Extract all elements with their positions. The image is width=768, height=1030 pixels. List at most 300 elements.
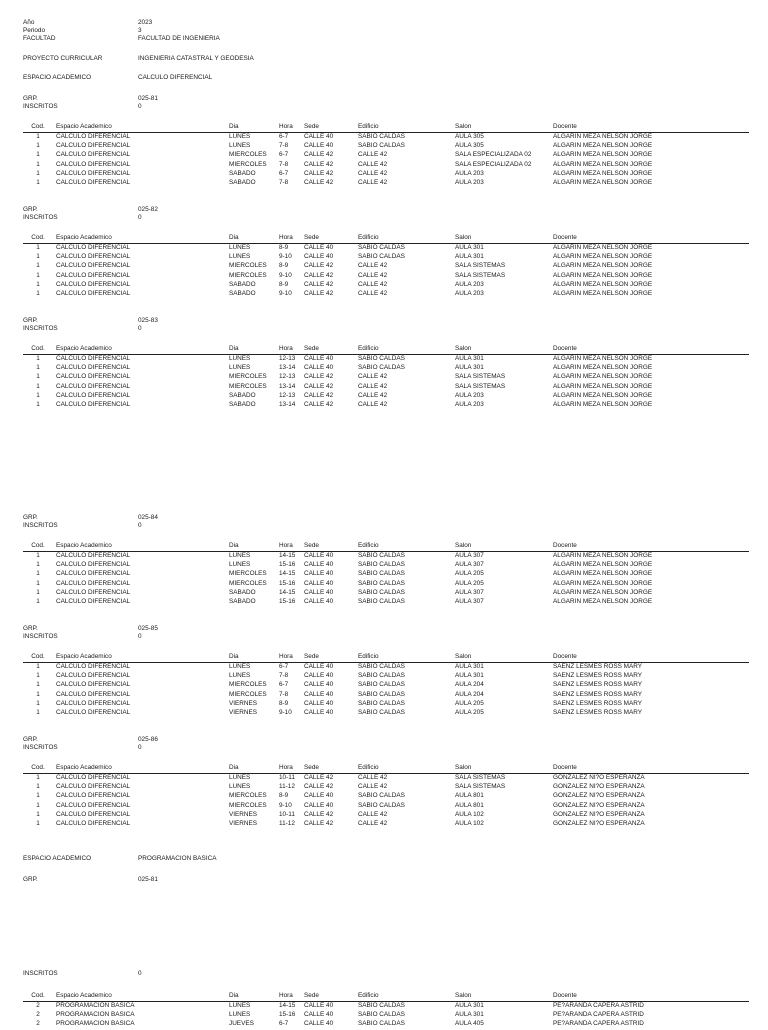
inscritos-value-2: 0: [138, 970, 142, 977]
grp-label-2: GRP.: [23, 876, 38, 883]
cell-edificio: SABIO CALDAS: [358, 672, 405, 680]
cell-cod: 1: [36, 709, 40, 716]
cell-docente: ALGARIN MEZA NELSON JORGE: [553, 570, 653, 578]
cell-docente: ALGARIN MEZA NELSON JORGE: [553, 382, 653, 390]
cell-edificio: SABIO CALDAS: [358, 709, 405, 716]
cell-dia: SABADO: [229, 391, 256, 399]
cell-edificio: CALLE 42: [358, 262, 388, 270]
column-header-espacio: Espacio Academico: [56, 345, 112, 352]
cell-docente: ALGARIN MEZA NELSON JORGE: [553, 151, 653, 159]
facultad-value: FACULTAD DE INGENIERIA: [138, 35, 220, 42]
cell-espacio: CALCULO DIFERENCIAL: [56, 588, 131, 596]
column-header-hora: Hora: [279, 123, 293, 130]
cell-hora: 15-16: [279, 598, 296, 605]
espacio-value: CALCULO DIFERENCIAL: [138, 74, 213, 81]
cell-espacio: CALCULO DIFERENCIAL: [56, 792, 131, 800]
column-header-salon: Salon: [455, 234, 472, 241]
cell-dia: LUNES: [229, 355, 251, 362]
cell-espacio: CALCULO DIFERENCIAL: [56, 142, 131, 150]
cell-espacio: CALCULO DIFERENCIAL: [56, 391, 131, 399]
cell-hora: 14-15: [279, 1002, 296, 1009]
cell-edificio: CALLE 42: [358, 382, 388, 390]
cell-hora: 7-8: [279, 142, 289, 150]
cell-cod: 1: [36, 355, 40, 362]
cell-espacio: PROGRAMACION BASICA: [56, 1011, 135, 1019]
cell-docente: SAENZ LESMES ROSS MARY: [553, 663, 643, 670]
cell-cod: 1: [36, 774, 40, 781]
cell-sede: CALLE 40: [304, 552, 334, 559]
inscritos-label: INSCRITOS: [23, 325, 58, 332]
cell-salon: SALA SISTEMAS: [455, 262, 506, 270]
cell-dia: LUNES: [229, 244, 251, 251]
proyecto-value: INGENIERIA CATASTRAL Y GEODESIA: [138, 55, 254, 62]
cell-edificio: CALLE 42: [358, 179, 388, 186]
cell-docente: SAENZ LESMES ROSS MARY: [553, 699, 643, 707]
cell-dia: MIERCOLES: [229, 579, 267, 587]
cell-dia: MIERCOLES: [229, 801, 267, 809]
cell-docente: ALGARIN MEZA NELSON JORGE: [553, 253, 653, 261]
column-header-edificio: Edificio: [358, 992, 379, 999]
anio-label: Año: [23, 19, 35, 26]
column-header-cod: Cod.: [31, 764, 45, 771]
cell-hora: 12-13: [279, 391, 296, 399]
cell-docente: ALGARIN MEZA NELSON JORGE: [553, 280, 653, 288]
cell-edificio: SABIO CALDAS: [358, 552, 405, 559]
column-header-docente: Docente: [553, 345, 577, 352]
column-header-docente: Docente: [553, 992, 577, 999]
cell-dia: SABADO: [229, 290, 256, 297]
cell-salon: AULA 301: [455, 672, 484, 680]
grp-field: [23, 737, 723, 745]
cell-espacio: CALCULO DIFERENCIAL: [56, 179, 131, 186]
cell-edificio: SABIO CALDAS: [358, 792, 405, 800]
cell-edificio: CALLE 42: [358, 280, 388, 288]
cell-cod: 1: [36, 280, 40, 288]
cell-espacio: CALCULO DIFERENCIAL: [56, 253, 131, 261]
cell-edificio: SABIO CALDAS: [358, 570, 405, 578]
cell-edificio: SABIO CALDAS: [358, 588, 405, 596]
inscritos-field: [23, 215, 723, 223]
cell-edificio: SABIO CALDAS: [358, 142, 405, 150]
column-header-salon: Salon: [455, 764, 472, 771]
table-header: [23, 346, 749, 353]
cell-cod: 2: [36, 1011, 40, 1019]
cell-docente: SAENZ LESMES ROSS MARY: [553, 681, 643, 689]
grp-field-2: [23, 877, 723, 887]
table-row: [23, 180, 749, 189]
inscritos-label: INSCRITOS: [23, 103, 58, 110]
column-header-espacio: Espacio Academico: [56, 992, 112, 999]
table-row: [23, 291, 749, 300]
cell-docente: GONZALEZ NI?O ESPERANZA: [553, 810, 645, 818]
cell-salon: AULA 102: [455, 820, 484, 827]
inscritos-field: [23, 104, 723, 112]
cell-cod: 1: [36, 151, 40, 159]
cell-docente: ALGARIN MEZA NELSON JORGE: [553, 290, 653, 297]
column-header-docente: Docente: [553, 542, 577, 549]
grp-field: [23, 318, 723, 326]
cell-hora: 11-12: [279, 783, 295, 791]
column-header-espacio: Espacio Academico: [56, 123, 112, 130]
cell-dia: SABADO: [229, 598, 256, 605]
cell-salon: AULA 204: [455, 690, 484, 698]
column-header-docente: Docente: [553, 234, 577, 241]
cell-docente: ALGARIN MEZA NELSON JORGE: [553, 401, 653, 408]
table-header: [23, 124, 749, 131]
cell-hora: 7-8: [279, 160, 289, 168]
column-header-espacio: Espacio Academico: [56, 764, 112, 771]
cell-docente: ALGARIN MEZA NELSON JORGE: [553, 561, 653, 569]
grp-field: [23, 207, 723, 215]
cell-docente: PE?ARANDA CAPERA ASTRID: [553, 1011, 644, 1019]
cell-cod: 1: [36, 690, 40, 698]
cell-salon: AULA 301: [455, 663, 484, 670]
cell-cod: 1: [36, 253, 40, 261]
table-row: [23, 599, 749, 608]
cell-salon: AULA 305: [455, 133, 484, 140]
cell-edificio: SABIO CALDAS: [358, 681, 405, 689]
column-header-salon: Salon: [455, 345, 472, 352]
cell-sede: CALLE 42: [304, 820, 334, 827]
grp-label: GRP.: [23, 206, 38, 213]
cell-cod: 1: [36, 160, 40, 168]
cell-dia: LUNES: [229, 783, 251, 791]
table-row: [23, 710, 749, 719]
cell-sede: CALLE 40: [304, 570, 334, 578]
cell-dia: SABADO: [229, 280, 256, 288]
cell-salon: AULA 405: [455, 1020, 484, 1028]
cell-edificio: SABIO CALDAS: [358, 1002, 405, 1009]
cell-hora: 14-15: [279, 588, 296, 596]
cell-docente: ALGARIN MEZA NELSON JORGE: [553, 391, 653, 399]
cell-cod: 1: [36, 552, 40, 559]
cell-salon: AULA 205: [455, 699, 484, 707]
cell-sede: CALLE 40: [304, 709, 334, 716]
cell-espacio: PROGRAMACION BASICA: [56, 1020, 135, 1028]
cell-hora: 6-7: [279, 133, 289, 140]
cell-salon: AULA 203: [455, 391, 484, 399]
cell-dia: MIERCOLES: [229, 262, 267, 270]
inscritos-value: 0: [138, 522, 142, 529]
column-header-salon: Salon: [455, 653, 472, 660]
cell-espacio: CALCULO DIFERENCIAL: [56, 271, 131, 279]
cell-cod: 1: [36, 699, 40, 707]
column-header-hora: Hora: [279, 992, 293, 999]
cell-sede: CALLE 40: [304, 699, 334, 707]
cell-salon: AULA 307: [455, 588, 484, 596]
cell-espacio: CALCULO DIFERENCIAL: [56, 244, 131, 251]
cell-edificio: CALLE 42: [358, 820, 388, 827]
cell-dia: MIERCOLES: [229, 373, 267, 381]
cell-dia: LUNES: [229, 774, 251, 781]
cell-edificio: CALLE 42: [358, 271, 388, 279]
cell-hora: 6-7: [279, 681, 289, 689]
cell-espacio: CALCULO DIFERENCIAL: [56, 783, 131, 791]
cell-cod: 1: [36, 382, 40, 390]
cell-espacio: CALCULO DIFERENCIAL: [56, 280, 131, 288]
cell-salon: AULA 307: [455, 552, 484, 559]
cell-salon: SALA SISTEMAS: [455, 271, 506, 279]
cell-cod: 1: [36, 820, 40, 827]
cell-edificio: CALLE 42: [358, 401, 388, 408]
column-header-hora: Hora: [279, 764, 293, 771]
cell-hora: 7-8: [279, 690, 289, 698]
espacio-label: ESPACIO ACADEMICO: [23, 74, 92, 81]
cell-espacio: CALCULO DIFERENCIAL: [56, 151, 131, 159]
cell-edificio: SABIO CALDAS: [358, 690, 405, 698]
inscritos-label-2: INSCRITOS: [23, 970, 58, 977]
cell-dia: VIERNES: [229, 810, 258, 818]
cell-espacio: CALCULO DIFERENCIAL: [56, 570, 131, 578]
inscritos-field: [23, 634, 723, 642]
cell-sede: CALLE 40: [304, 1011, 334, 1019]
grp-value: 025-85: [138, 625, 158, 632]
cell-cod: 1: [36, 169, 40, 177]
periodo-label: Periodo: [23, 27, 46, 34]
inscritos-value: 0: [138, 325, 142, 332]
cell-cod: 2: [36, 1002, 40, 1009]
cell-edificio: SABIO CALDAS: [358, 133, 405, 140]
cell-dia: LUNES: [229, 253, 251, 261]
cell-dia: MIERCOLES: [229, 570, 267, 578]
cell-hora: 9-10: [279, 290, 292, 297]
cell-edificio: CALLE 42: [358, 169, 388, 177]
table-row: [23, 1021, 749, 1030]
cell-docente: GONZALEZ NI?O ESPERANZA: [553, 801, 645, 809]
cell-salon: AULA 301: [455, 1002, 484, 1009]
column-header-cod: Cod.: [31, 992, 45, 999]
cell-docente: ALGARIN MEZA NELSON JORGE: [553, 552, 653, 559]
cell-salon: SALA ESPECIALIZADA 02: [455, 151, 532, 159]
cell-cod: 1: [36, 672, 40, 680]
cell-hora: 9-10: [279, 271, 292, 279]
grp-value: 025-83: [138, 317, 158, 324]
cell-hora: 9-10: [279, 801, 292, 809]
column-header-sede: Sede: [304, 992, 319, 999]
cell-espacio: CALCULO DIFERENCIAL: [56, 709, 131, 716]
cell-salon: AULA 307: [455, 598, 484, 605]
cell-sede: CALLE 42: [304, 810, 334, 818]
table-row: [23, 821, 749, 830]
proyecto-field: [23, 56, 723, 66]
cell-docente: ALGARIN MEZA NELSON JORGE: [553, 169, 653, 177]
cell-dia: LUNES: [229, 364, 251, 372]
cell-docente: SAENZ LESMES ROSS MARY: [553, 709, 643, 716]
cell-cod: 1: [36, 588, 40, 596]
cell-edificio: CALLE 42: [358, 151, 388, 159]
cell-espacio: CALCULO DIFERENCIAL: [56, 401, 131, 408]
cell-sede: CALLE 40: [304, 244, 334, 251]
cell-cod: 1: [36, 598, 40, 605]
cell-espacio: CALCULO DIFERENCIAL: [56, 133, 131, 140]
cell-docente: GONZALEZ NI?O ESPERANZA: [553, 783, 645, 791]
cell-espacio: CALCULO DIFERENCIAL: [56, 810, 131, 818]
cell-dia: LUNES: [229, 1011, 251, 1019]
column-header-dia: Dia: [229, 653, 239, 660]
column-header-sede: Sede: [304, 345, 319, 352]
cell-dia: VIERNES: [229, 699, 258, 707]
cell-sede: CALLE 42: [304, 774, 334, 781]
cell-espacio: PROGRAMACION BASICA: [56, 1002, 135, 1009]
grp-value: 025-86: [138, 736, 158, 743]
cell-dia: VIERNES: [229, 709, 258, 716]
periodo-value: 3: [138, 27, 142, 34]
grp-field: [23, 96, 723, 104]
column-header-dia: Dia: [229, 992, 239, 999]
cell-salon: AULA 301: [455, 355, 484, 362]
table-header: [23, 654, 749, 661]
cell-edificio: SABIO CALDAS: [358, 579, 405, 587]
column-header-espacio: Espacio Academico: [56, 542, 112, 549]
cell-sede: CALLE 42: [304, 169, 334, 177]
cell-espacio: CALCULO DIFERENCIAL: [56, 373, 131, 381]
cell-sede: CALLE 40: [304, 355, 334, 362]
cell-dia: SABADO: [229, 401, 256, 408]
anio-value: 2023: [138, 19, 153, 26]
cell-docente: PE?ARANDA CAPERA ASTRID: [553, 1002, 644, 1009]
cell-dia: MIERCOLES: [229, 271, 267, 279]
cell-salon: AULA 203: [455, 169, 484, 177]
cell-hora: 8-9: [279, 244, 289, 251]
cell-cod: 2: [36, 1020, 40, 1028]
cell-hora: 13-14: [279, 364, 296, 372]
column-header-hora: Hora: [279, 234, 293, 241]
cell-docente: ALGARIN MEZA NELSON JORGE: [553, 364, 653, 372]
cell-docente: ALGARIN MEZA NELSON JORGE: [553, 244, 653, 251]
cell-sede: CALLE 42: [304, 783, 334, 791]
cell-cod: 1: [36, 401, 40, 408]
cell-espacio: CALCULO DIFERENCIAL: [56, 598, 131, 605]
cell-sede: CALLE 40: [304, 588, 334, 596]
cell-hora: 15-16: [279, 561, 296, 569]
cell-dia: MIERCOLES: [229, 681, 267, 689]
inscritos-value: 0: [138, 633, 142, 640]
cell-sede: CALLE 40: [304, 690, 334, 698]
cell-sede: CALLE 42: [304, 401, 334, 408]
cell-salon: AULA 801: [455, 792, 484, 800]
cell-dia: SABADO: [229, 169, 256, 177]
column-header-dia: Dia: [229, 234, 239, 241]
column-header-espacio: Espacio Academico: [56, 234, 112, 241]
column-header-docente: Docente: [553, 653, 577, 660]
espacio-label-2: ESPACIO ACADEMICO: [23, 855, 92, 862]
cell-docente: GONZALEZ NI?O ESPERANZA: [553, 774, 645, 781]
grp-value: 025-84: [138, 514, 158, 521]
cell-hora: 10-11: [279, 810, 295, 818]
cell-salon: AULA 102: [455, 810, 484, 818]
column-header-sede: Sede: [304, 653, 319, 660]
table-header: [23, 993, 749, 1000]
espacio-field-2: [23, 856, 723, 866]
cell-sede: CALLE 40: [304, 142, 334, 150]
cell-hora: 9-10: [279, 253, 292, 261]
cell-docente: ALGARIN MEZA NELSON JORGE: [553, 373, 653, 381]
cell-dia: LUNES: [229, 1002, 251, 1009]
cell-cod: 1: [36, 244, 40, 251]
cell-salon: AULA 801: [455, 801, 484, 809]
cell-cod: 1: [36, 561, 40, 569]
cell-docente: ALGARIN MEZA NELSON JORGE: [553, 160, 653, 168]
cell-edificio: SABIO CALDAS: [358, 355, 405, 362]
cell-docente: ALGARIN MEZA NELSON JORGE: [553, 179, 653, 186]
column-header-edificio: Edificio: [358, 234, 379, 241]
inscritos-label: INSCRITOS: [23, 214, 58, 221]
grp-field: [23, 626, 723, 634]
cell-cod: 1: [36, 262, 40, 270]
cell-espacio: CALCULO DIFERENCIAL: [56, 160, 131, 168]
cell-sede: CALLE 40: [304, 579, 334, 587]
column-header-edificio: Edificio: [358, 542, 379, 549]
cell-docente: GONZALEZ NI?O ESPERANZA: [553, 820, 645, 827]
cell-sede: CALLE 42: [304, 382, 334, 390]
cell-salon: AULA 301: [455, 1011, 484, 1019]
cell-dia: MIERCOLES: [229, 792, 267, 800]
column-header-hora: Hora: [279, 542, 293, 549]
column-header-cod: Cod.: [31, 123, 45, 130]
cell-edificio: SABIO CALDAS: [358, 364, 405, 372]
column-header-cod: Cod.: [31, 345, 45, 352]
table-header: [23, 543, 749, 550]
grp-label: GRP.: [23, 317, 38, 324]
proyecto-label: PROYECTO CURRICULAR: [23, 55, 103, 62]
cell-salon: AULA 301: [455, 364, 484, 372]
cell-cod: 1: [36, 133, 40, 140]
table-header: [23, 235, 749, 242]
cell-espacio: CALCULO DIFERENCIAL: [56, 801, 131, 809]
cell-cod: 1: [36, 391, 40, 399]
cell-espacio: CALCULO DIFERENCIAL: [56, 579, 131, 587]
cell-espacio: CALCULO DIFERENCIAL: [56, 561, 131, 569]
cell-edificio: SABIO CALDAS: [358, 1011, 405, 1019]
cell-docente: PE?ARANDA CAPERA ASTRID: [553, 1020, 644, 1028]
column-header-salon: Salon: [455, 542, 472, 549]
cell-salon: SALA ESPECIALIZADA 02: [455, 160, 532, 168]
cell-cod: 1: [36, 681, 40, 689]
table-header: [23, 765, 749, 772]
cell-docente: ALGARIN MEZA NELSON JORGE: [553, 271, 653, 279]
cell-docente: ALGARIN MEZA NELSON JORGE: [553, 142, 653, 150]
cell-sede: CALLE 42: [304, 179, 334, 186]
cell-edificio: SABIO CALDAS: [358, 699, 405, 707]
espacio-field: [23, 75, 723, 85]
cell-edificio: CALLE 42: [358, 391, 388, 399]
cell-cod: 1: [36, 783, 40, 791]
cell-edificio: CALLE 42: [358, 290, 388, 297]
column-header-salon: Salon: [455, 123, 472, 130]
cell-docente: ALGARIN MEZA NELSON JORGE: [553, 579, 653, 587]
cell-cod: 1: [36, 801, 40, 809]
cell-sede: CALLE 40: [304, 663, 334, 670]
column-header-edificio: Edificio: [358, 123, 379, 130]
cell-salon: AULA 203: [455, 401, 484, 408]
cell-dia: MIERCOLES: [229, 151, 267, 159]
cell-dia: MIERCOLES: [229, 382, 267, 390]
cell-espacio: CALCULO DIFERENCIAL: [56, 290, 131, 297]
column-header-dia: Dia: [229, 542, 239, 549]
cell-dia: LUNES: [229, 552, 251, 559]
column-header-dia: Dia: [229, 123, 239, 130]
cell-cod: 1: [36, 290, 40, 297]
cell-espacio: CALCULO DIFERENCIAL: [56, 774, 131, 781]
cell-cod: 1: [36, 373, 40, 381]
cell-sede: CALLE 40: [304, 253, 334, 261]
cell-edificio: SABIO CALDAS: [358, 801, 405, 809]
cell-salon: AULA 205: [455, 709, 484, 716]
inscritos-field: [23, 523, 723, 531]
inscritos-label: INSCRITOS: [23, 744, 58, 751]
cell-espacio: CALCULO DIFERENCIAL: [56, 364, 131, 372]
facultad-field: [23, 36, 723, 46]
